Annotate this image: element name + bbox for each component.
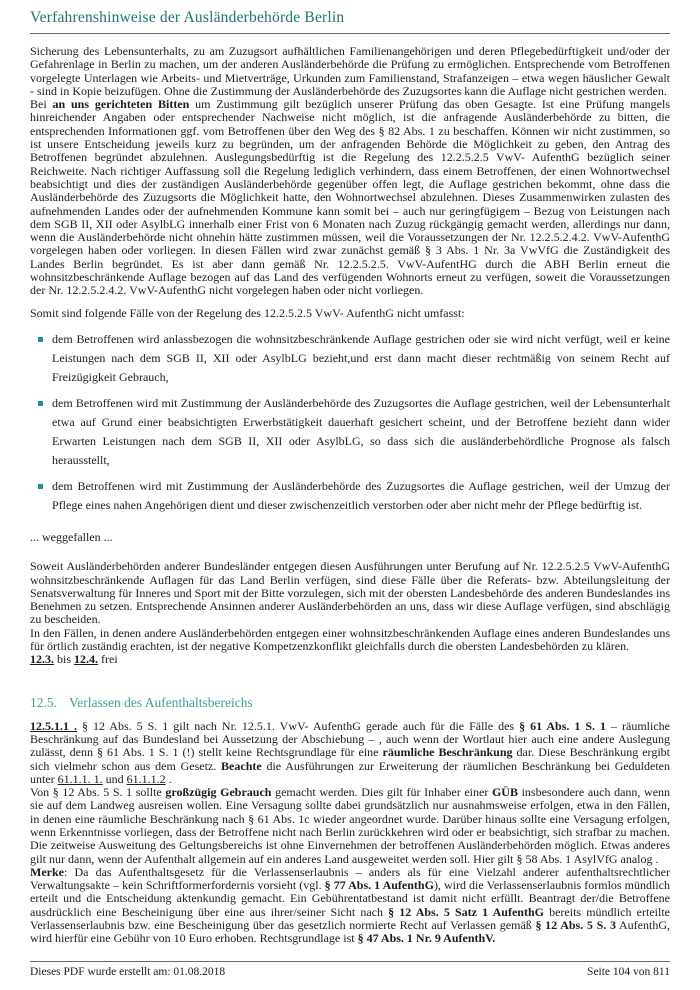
paragraph [30,560,670,626]
emphasized-text: 61.1.1. 1. [57,771,103,786]
paragraph [30,307,670,320]
text-run: AufenthG, wird hierfür eine Gebühr von 10 Euro erhoben. Rechtsgrundlage ist [30,918,671,946]
list-item [38,394,670,470]
text-run: und [102,771,127,786]
section-number: 12.5. [30,694,57,710]
emphasized-text: 61.1.1.2 [126,771,166,786]
list-item-text [52,396,670,467]
text-run: ), wird die Verlassenserlaubnis formlos mündlich erteilt und die Entscheidung aktenkundig gemacht. Ein Gebührentatbestand ist damit nicht erfüllt. Beantragt der/die Betroffene ausdrücklich eine Bescheinigung über eine aus ihrer/seiner Sicht nach [30,878,670,919]
paragraph [30,653,670,666]
text-run: die Ausführungen zur Erweiterung der räumlichen Beschränkung bei Geduldeten unter [30,758,671,786]
text-run: dem Betroffenen wird mit Zustimmung der Ausländerbehörde des Zuzugsortes die Auflage gestrichen, weil der Umzug der Pflege eines nahen Angehörigen dient und dieser zwischenzeitlich verstorben oder aber nicht mehr der Pflege bedürftig ist. [52,478,670,512]
document-body [0,34,700,946]
text-run: Von § 12 Abs. 5 S. 1 sollte [30,785,166,800]
square-bullet-icon [38,484,43,489]
emphasized-text: 12.4. [74,652,99,667]
paragraph [30,45,670,98]
text-run: § 12 Abs. 5 S. 1 gilt nach Nr. 12.5.1. VwV- AufenthG gerade auch für die Fälle des [77,718,520,733]
text-run: – räumliche Beschränkung auf das Bundesland bei Aussetzung der Abschiebung – , auch wenn der Wortlaut hier auch eine andere Auslegung zulässt, denn § 61 Abs. 1 S. 1 (!) stellt keine Rechtsgrundlage für eine [30,718,671,760]
paragraph [30,627,670,654]
text-run: . [165,771,172,786]
text-run: In den Fällen, in denen andere Ausländerbehörden entgegen einer wohnsitzbeschränkenden Auflage eines anderen Bundeslandes uns für örtlich zuständig erachten, ist der negative Kompetzenzkonflikt gleichfalls durch die obersten Landesbehörden zu klären. [30,625,670,654]
paragraph [30,98,670,297]
square-bullet-icon [38,337,43,342]
emphasized-text: an uns gerichteten Bitten [52,97,190,112]
emphasized-text: 12.5.1.1 . [30,718,77,733]
emphasized-text: Merke [30,864,64,879]
paragraph [30,720,670,786]
text-run: ... weggefallen ... [30,529,113,544]
page-footer [30,961,670,978]
emphasized-text: § 47 Abs. 1 Nr. 9 AufenthV. [357,931,496,946]
document-title: Verfahrenshinweise der Ausländerbehörde Berlin [30,9,670,34]
text-run: Soweit Ausländerbehörden anderer Bundesländer entgegen diesen Ausführungen unter Berufung auf Nr. 12.2.5.2.5 VwV-AufenthG wohnsitzbeschränkende Auflagen für das Land Berlin verfügen, sind diese Fälle über die Referats- bzw. Abteilungsleitung der Senatsverwaltung für Inneres und Sport mit der Bitte vorzulegen, sich mit der obersten Landesbehörde des anderen Bundeslandes ins Benehmen zu setzen. Entsprechende Ansinnen anderer Ausländerbehörden an uns, dass wir diese Auflage verfügen, sind abschlägig zu bescheiden. [30,559,670,627]
emphasized-text: 12.3. [30,652,54,667]
text-run: um Zustimmung gilt bezüglich unserer Prüfung das oben Gesagte. Ist eine Prüfung mangels hinreichender Angaben oder entsprechender Nachweise nicht möglich, ist die anfragende Ausländerbehörde zu bitten, die entsprechenden Informationen ggf. vom Betroffenen über den Weg des § 82 Abs. 1 zu beschaffen. Können wir nicht zustimmen, so ist unsere Entscheidung jeweils kurz zu begründen, um der anfragenden Behörde die Möglichkeit zu geben, den Antrag des Betroffenen begründet abzulehnen. Auslegungsbedürftig ist die Regelung des 12.2.5.2.5 VwV- AufenthG bezüglich seiner Reichweite. Nach richtiger Auffassung soll die Regelung lediglich verhindern, dass einem Betroffenen, der einen Wohnortwechsel beabsichtigt und dies der zuständigen Ausländerbehörde gegenüber offen legt, die Auflage gestrichen bekommt, ohne dass die Ausländerbehörde des Zuzugsorts die Möglichkeit hatte, den Wohnortwechsel abzulehnen. Dieses Zusammenwirken zulasten des aufnehmenden Landes oder der aufnehmenden Kommune kann somit bei – auch nur geringfügigem – Bezug von Leistungen nach dem SGB II, XII oder AsylbLG innerhalb einer Frist von 6 Monaten nach Zuzug rückgängig gemacht werden, allerdings nur dann, wenn die Ausländerbehörde nicht ohnehin hätte zustimmen müssen, weil die Voraussetzungen der Nr. 12.2.5.2.4.2. VwV-AufenthG vorgelegen haben oder vorliegen. In diesen Fällen wird zwar zunächst gemäß § 3 Abs. 1 Nr. 3a VwVfG die Zuständigkeit des Landes Berlin begründet. Es ist aber dann gemäß Nr. 12.2.5.2.5. VwV-AufentHG durch die ABH Berlin erneut die wohnsitzbeschränkende Auflage bezogen auf das Land des verfügenden Wohnorts erneut zu verfügen, soweit die Voraussetzungen der Nr. 12.2.5.2.4.2. VwV-AufenthG nicht vorgelegen haben oder nicht vorliegen. [30,97,670,298]
paragraph [30,786,670,866]
list-item-text [52,479,670,512]
emphasized-text: § 77 Abs. 1 AufenthG [324,878,434,893]
text-run: bereits mündlich erteilte Verlassenserlaubnis bzw. eine Bescheinigung über das gesetzlich normierte Recht auf Verlassen gemäß [30,904,670,933]
emphasized-text: GÜB [491,785,518,800]
text-run: Sicherung des Lebensunterhalts, zu am Zuzugsort aufhältlichen Familienangehörigen und deren Pflegebedürftigkeit und/oder der Gefahrenlage in Berlin zu machen, um der anderen Ausländerbehörde die Prüfung zu ermöglichen. Entsprechende vom Betroffenen vorgelegte Unterlagen wie Arbeits- und Mietverträge, Urkunden zum Familienstand, Strafanzeigen – etwa wegen häuslicher Gewalt - sind in Kopie beizufügen. Ohne die Zustimmung der Ausländerbehörde des Zuzugsortes kann die Auflage nicht gestrichen werden. [30,44,670,98]
document-header [0,0,700,34]
list-item [38,330,670,387]
footer-created-date: Dieses PDF wurde erstellt am: 01.08.2018 [30,966,226,978]
emphasized-text: § 12 Abs. 5 Satz 1 AufenthG [388,904,544,919]
text-run: Somit sind folgende Fälle von der Regelung des 12.2.5.2.5 VwV- AufenthG nicht umfasst: [30,305,465,320]
list-item [38,477,670,515]
text-run: insbesondere auch dann, wenn sie auf dem Landweg ausreisen wollen. Eine Versagung sollte dabei grundsätzlich nur ausnahmsweise erfolgen, etwa in den Fällen, in denen eine räumliche Beschränkung nach § 61 Abs. 1c wieder angeordnet wurde. Darüber hinaus sollte eine Versagung erfolgen, wenn Erkenntnisse vorliegen, dass der Betroffene nicht nach Berlin zurückkehren wird oder er beabsichtigt, sich strafbar zu machen. Die zeitweise Ausweitung des Geltungsbereichs ist ohne Einvernehmen der betroffenen Ausländerbehörden möglich. Etwas anderes gilt nur dann, wenn der Aufenthalt allgemein auf ein anderes Land ausgeweitet werden soll. Hier gilt § 58 Abs. 1 AsylVfG analog . [30,785,671,866]
text-run: dem Betroffenen wird anlassbezogen die wohnsitzbeschränkende Auflage gestrichen oder sie wird nicht verfügt, weil er keine Leistungen nach dem SGB II, XII oder AsylbLG bezieht,und erst dann macht dieser rechtmäßig von seinem Recht auf Freizügigkeit Gebrauch, [52,331,670,384]
emphasized-text: räumliche Beschränkung [382,745,513,760]
paragraph [30,531,670,544]
emphasized-text: § 12 Abs. 5 S. 3 [535,918,616,933]
text-run: dem Betroffenen wird mit Zustimmung der Ausländerbehörde des Zuzugsortes die Auflage gestrichen, weil der Lebensunterhalt etwa auf Grund einer beabsichtigten Erwerbstätigkeit dauerhaft gesichert scheint, und der Betroffene bezieht dann wider Erwarten Leistungen nach dem SGB II, XII oder AsylbLG, so dass sich die ausländerbehördliche Prognose als falsch herausstellt, [52,395,670,467]
square-bullet-icon [38,401,43,406]
emphasized-text: § 61 Abs. 1 S. 1 [519,718,607,733]
bullet-list [30,330,670,515]
emphasized-text: großzügig Gebrauch [165,785,272,800]
text-run: bis [54,652,75,667]
text-run: dar. Diese Beschränkung ergibt sich vielmehr schon aus dem Gesetz. [30,745,671,773]
text-run: : Da das Aufenthaltsgesetz für die Verlassenserlaubnis – anders als für eine Vielzahl anderer aufenthaltsrechtlicher Verwaltungsakte – kein Schriftformerfordernis vorsieht (vgl. [30,864,670,893]
text-run: frei [98,652,118,667]
section-heading [30,695,670,711]
section-title: Verlassen des Aufenthaltsbereichs [69,694,253,710]
paragraph [30,866,670,946]
text-run: Bei [30,97,53,112]
emphasized-text: Beachte [221,758,262,773]
list-item-text [52,332,670,384]
footer-page-number: Seite 104 von 811 [587,966,670,978]
text-run: gemacht werden. Dies gilt für Inhaber einer [271,785,492,800]
